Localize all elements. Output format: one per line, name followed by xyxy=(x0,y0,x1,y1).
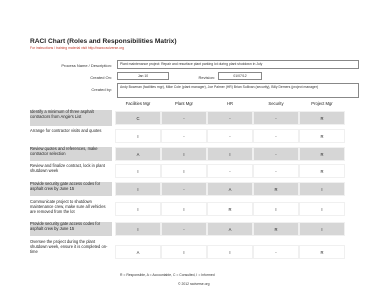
raci-cell[interactable]: A xyxy=(207,182,253,196)
raci-cell[interactable]: - xyxy=(253,129,299,143)
raci-cell[interactable]: - xyxy=(253,245,299,259)
raci-cell[interactable]: A xyxy=(207,222,253,236)
task-label: Communicate project to shutdown maintenance crew, make sure all vehicles are removed from the lot xyxy=(30,199,106,214)
chart-title: RACI Chart (Roles and Responsibilities Matrix) xyxy=(30,38,177,45)
raci-cell[interactable]: R xyxy=(299,245,345,259)
raci-cell[interactable]: I xyxy=(299,222,345,236)
task-label: Provide security gate access codes for asphalt crew by June 15 xyxy=(30,222,112,236)
task-label: Identify a minimum of three asphalt contractors from Angie's List xyxy=(30,110,112,126)
task-label: Review and finalize contract, lock in plant shutdown week xyxy=(30,163,105,173)
process-field[interactable]: Plant maintenance project: Repair and resurface plant parking lot during plant shutdown in July xyxy=(117,60,359,69)
task-label: Review quotes and references, make contractor selection xyxy=(30,147,112,161)
raci-cell[interactable]: A xyxy=(115,245,161,259)
raci-cell[interactable]: - xyxy=(161,111,207,125)
raci-cell[interactable]: - xyxy=(207,111,253,125)
raci-cell[interactable]: I xyxy=(161,164,207,178)
raci-cell[interactable]: - xyxy=(161,182,207,196)
raci-cell[interactable]: R xyxy=(299,164,345,178)
col-header-hr: HR xyxy=(226,101,234,106)
raci-cell[interactable]: C xyxy=(115,111,161,125)
raci-legend: R = Responsible, A = Accountable, C = Consulted, I = Informed xyxy=(120,273,215,277)
raci-cell[interactable]: I xyxy=(299,202,345,216)
raci-cell[interactable]: I xyxy=(115,182,161,196)
raci-cell[interactable]: I xyxy=(115,164,161,178)
col-header-plant-mgr: Plant Mgr xyxy=(175,101,193,106)
raci-cell[interactable]: R xyxy=(207,202,253,216)
created-by-label: Created by: xyxy=(91,87,112,92)
created-on-label: Created On: xyxy=(90,75,112,80)
raci-cell[interactable]: I xyxy=(115,129,161,143)
raci-cell[interactable]: I xyxy=(115,222,161,236)
task-label: Oversee the project during the plant shutdown week, ensure it is completed on-time xyxy=(30,239,108,254)
raci-cell[interactable]: - xyxy=(207,129,253,143)
task-label: Provide security gate access codes for asphalt crew by June 15 xyxy=(30,182,112,196)
raci-cell[interactable]: I xyxy=(161,245,207,259)
raci-cell[interactable]: A xyxy=(115,147,161,161)
raci-cell[interactable]: I xyxy=(207,245,253,259)
raci-cell[interactable]: - xyxy=(253,147,299,161)
raci-cell[interactable]: - xyxy=(207,164,253,178)
revision-field[interactable]: 01/07/12 xyxy=(218,72,262,80)
raci-cell[interactable]: I xyxy=(161,202,207,216)
raci-cell[interactable]: - xyxy=(253,111,299,125)
copyright-text: © 2012 raciverse.org xyxy=(178,282,210,286)
instructions-note: For instructions / training material visit http://www.raciverse.org xyxy=(30,46,125,50)
raci-cell[interactable]: I xyxy=(299,182,345,196)
raci-cell[interactable]: R xyxy=(253,222,299,236)
raci-cell[interactable]: - xyxy=(161,129,207,143)
raci-cell[interactable]: R xyxy=(299,147,345,161)
task-label: Arrange for contractor visits and quotes xyxy=(30,128,102,133)
raci-cell[interactable]: R xyxy=(299,129,345,143)
created-on-field[interactable]: Jan 10 xyxy=(117,72,169,80)
raci-cell[interactable]: - xyxy=(161,222,207,236)
raci-cell[interactable]: I xyxy=(161,147,207,161)
col-header-facilities-mgr: Facilities Mgr xyxy=(125,101,151,106)
raci-cell[interactable]: I xyxy=(115,202,161,216)
col-header-security: Security xyxy=(268,101,284,106)
raci-cell[interactable]: R xyxy=(299,111,345,125)
raci-cell[interactable]: I xyxy=(253,202,299,216)
raci-cell[interactable]: R xyxy=(253,182,299,196)
raci-cell[interactable]: - xyxy=(253,164,299,178)
raci-cell[interactable]: I xyxy=(207,147,253,161)
created-by-field[interactable]: Andy Bowman (facilities mgr), Mike Cole (plant manager), Joe Palmer (HR) Brian Sullivan (security), Billy Demers (project manager) xyxy=(117,83,359,98)
revision-label: Revision: xyxy=(198,75,215,80)
col-header-project-mgr: Project Mgr xyxy=(311,101,333,106)
process-label: Process Name / Description: xyxy=(61,63,112,68)
